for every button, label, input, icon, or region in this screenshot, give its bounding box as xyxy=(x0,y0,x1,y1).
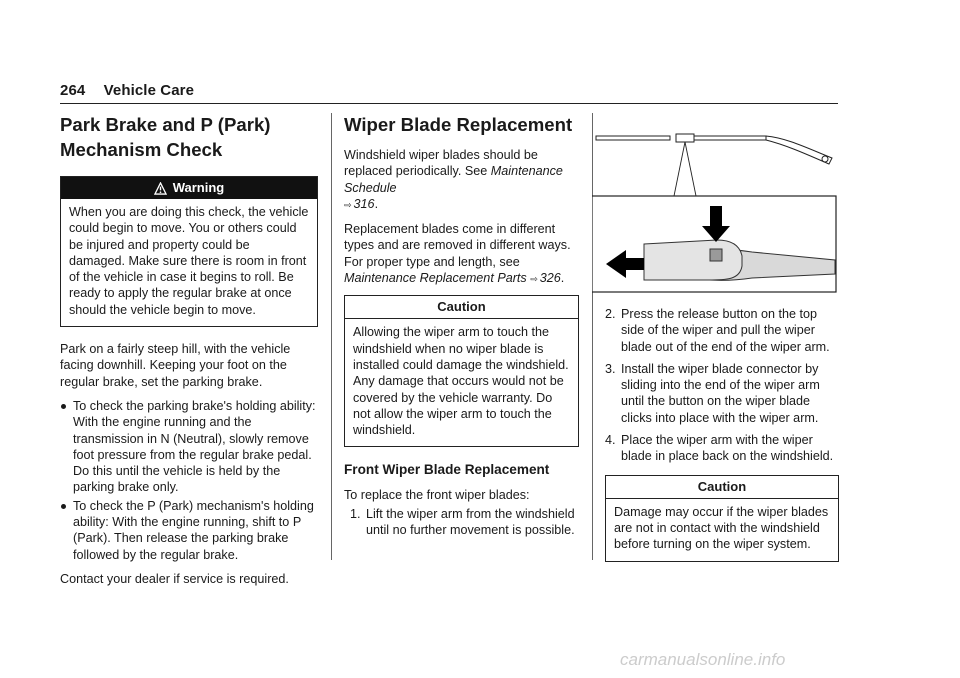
paragraph: Contact your dealer if service is required. xyxy=(60,571,289,586)
list-item: 3. Install the wiper blade connector by sliding into the end of the wiper arm until the button on the wiper blade clicks into place with the wiper arm. xyxy=(605,361,820,425)
caution-text: Allowing the wiper arm to touch the windshield when no wiper blade is installed could damage the windshield. Any damage that occurs would not be covered by the vehicle warranty. Do not allow the wiper arm to touch the windshield. xyxy=(353,325,569,438)
caution-title: Caution xyxy=(606,476,838,499)
section-title: Vehicle Care xyxy=(103,82,195,99)
xref-link[interactable]: Maintenance Schedule xyxy=(344,164,563,195)
right-column xyxy=(605,306,839,576)
page-number: 264 xyxy=(60,82,86,99)
paragraph: Replacement blades come in different types and are removed in different ways. For proper type and length, see Maintenance Replacement Parts ⇨ 326. xyxy=(344,222,571,286)
warning-title: Warning xyxy=(172,180,225,195)
warning-text: When you are doing this check, the vehicle could begin to move. You or others could be injured and property could be damaged. Make sure there is room in front of the vehicle in case it begins to roll. Be ready to apply the regular brake at once should the vehicle begin to move. xyxy=(69,205,309,317)
left-column xyxy=(60,112,318,595)
paragraph: Windshield wiper blades should be replaced periodically. See Maintenance Schedule ⇨ 316. xyxy=(344,148,563,211)
list-item: 1. Lift the wiper arm from the windshield until no further movement is possible. xyxy=(350,506,575,538)
steps-list xyxy=(344,506,579,539)
bullet-dot-icon xyxy=(61,504,66,509)
xref-page[interactable]: 326 xyxy=(539,271,561,286)
warning-header xyxy=(61,177,317,199)
caution-box xyxy=(344,295,579,447)
list-item: 2. Press the release button on the top side of the wiper and pull the wiper blade out of the end of the wiper arm. xyxy=(605,307,830,354)
wiper-arm-drawing xyxy=(596,134,832,164)
wiper-illustration xyxy=(592,128,837,294)
warning-triangle-icon xyxy=(154,182,167,195)
xref-page[interactable]: 316 xyxy=(353,196,375,211)
running-header xyxy=(60,82,194,99)
page-ref-icon: ⇨ xyxy=(344,199,352,210)
paragraph: Park on a fairly steep hill, with the vehicle facing downhill. Keeping your foot on the regular brake, set the parking brake. xyxy=(60,342,291,389)
section-heading-wiper: Wiper Blade Replacement xyxy=(344,114,573,135)
section-heading-park-brake: Park Brake and P (Park) Mechanism Check xyxy=(60,114,271,160)
bullet-dot-icon xyxy=(61,404,66,409)
steps-list xyxy=(605,306,839,465)
check-list xyxy=(60,398,318,563)
caution-title: Caution xyxy=(345,296,578,319)
warning-box xyxy=(60,176,318,327)
xref-link[interactable]: Maintenance Replacement Parts xyxy=(344,271,527,286)
header-rule xyxy=(60,103,838,104)
list-item: To check the parking brake's holding ability: With the engine running and the transmission in N (Neutral), slowly remove foot pressure from the regular brake pedal. Do this until the vehicle is held by the parking brake only. xyxy=(60,398,318,496)
subheading-front-wiper: Front Wiper Blade Replacement xyxy=(344,462,550,478)
middle-column xyxy=(344,112,579,546)
list-item: 4. Place the wiper arm with the wiper blade in place back on the windshield. xyxy=(605,433,834,464)
caution-box xyxy=(605,475,839,562)
list-item: To check the P (Park) mechanism's holding ability: With the engine running, shift to P (Park). Then release the parking brake followed by the regular brake. xyxy=(60,498,318,563)
page-ref-icon: ⇨ xyxy=(530,274,538,285)
watermark: carmanualsonline.info xyxy=(620,650,786,669)
paragraph: To replace the front wiper blades: xyxy=(344,488,530,503)
column-divider-1 xyxy=(331,113,332,560)
caution-text: Damage may occur if the wiper blades are not in contact with the windshield before turning on the wiper system. xyxy=(614,504,829,552)
